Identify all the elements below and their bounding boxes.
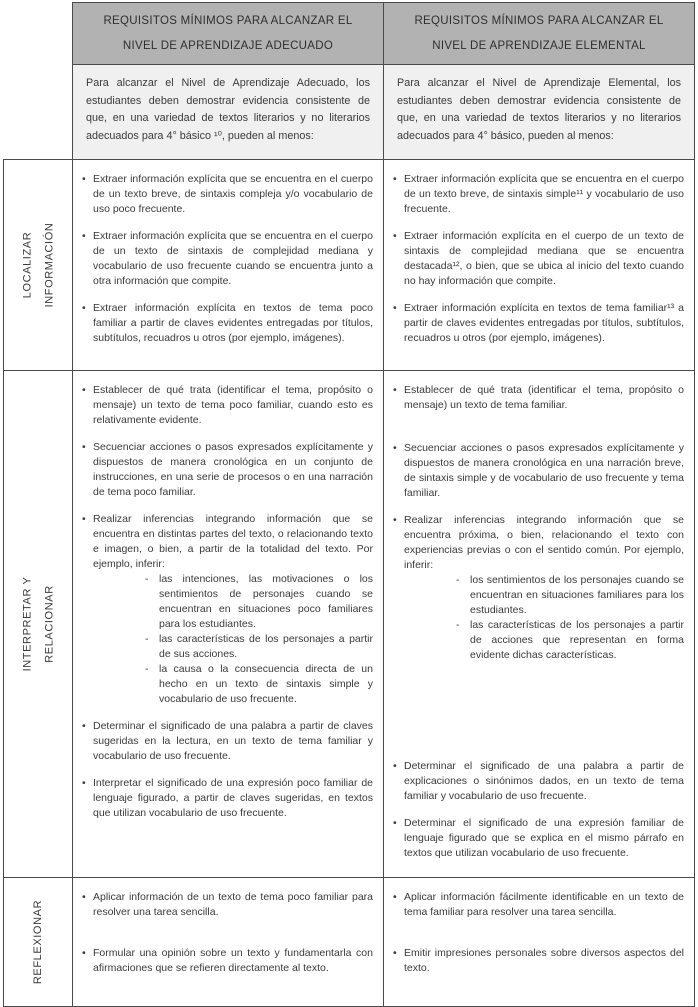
- bullet-marker: •: [82, 384, 86, 396]
- bullet-text: Determinar el significado de una expresión familiar de lenguaje figurado que se explica en el mismo párrafo en textos que utilizan vocabulario de uso frecuente.: [404, 817, 684, 859]
- sub-bullet-item: [145, 662, 373, 707]
- bullet-text: Formular una opinión sobre un texto y fundamentarla con afirmaciones que se refieren directamente al texto.: [93, 947, 373, 974]
- bullet-item: [81, 383, 373, 428]
- bullet-text: Realizar inferencias integrando información que se encuentra en distintas partes del texto, o relacionando texto e imagen, o bien, a partir de la totalidad del texto. Por ejemplo, inferir:: [93, 513, 373, 570]
- bullet-item: [392, 301, 684, 346]
- interpretar-elemental-cell: [383, 371, 695, 878]
- sub-bullet-text: las intenciones, las motivaciones o los sentimientos de personajes cuando se encuentran en situaciones poco familiares para los estudiantes.: [159, 573, 373, 630]
- bullet-item: [81, 172, 373, 217]
- sub-bullet-item: [456, 618, 684, 663]
- header-elemental: [383, 2, 695, 65]
- bullet-marker: •: [393, 442, 397, 454]
- header-elemental-line1: REQUISITOS MÍNIMOS PARA ALCANZAR EL: [414, 15, 664, 27]
- bullet-item: [392, 172, 684, 217]
- table-header-row: [3, 2, 695, 65]
- bullet-marker: •: [82, 230, 86, 242]
- header-corner-cell: [3, 2, 72, 65]
- bullet-item: [81, 229, 373, 289]
- bullet-item: [81, 719, 373, 764]
- section-reflexionar: [3, 878, 695, 1007]
- bullet-item: [81, 301, 373, 346]
- localizar-elemental-cell: [383, 160, 695, 371]
- bullet-marker: •: [82, 891, 86, 903]
- bullet-text: Emitir impresiones personales sobre diversos aspectos del texto.: [404, 947, 684, 974]
- bullet-marker: •: [393, 384, 397, 396]
- intro-corner-cell: [3, 65, 72, 160]
- bullet-marker: •: [393, 173, 397, 185]
- bullet-text: Establecer de qué trata (identificar el tema, propósito o mensaje) un texto de tema familiar.: [404, 384, 684, 411]
- bullet-marker: •: [393, 947, 397, 959]
- requirements-table: [3, 2, 695, 1007]
- row-label-interpretar-y-relacionar: [3, 371, 72, 878]
- header-adecuado-line2: NIVEL DE APRENDIZAJE ADECUADO: [122, 40, 334, 52]
- section-localizar-informacion: [3, 160, 695, 371]
- dash-marker: -: [456, 574, 460, 586]
- header-adecuado: [72, 2, 383, 65]
- bullet-item: [81, 440, 373, 500]
- row-label-reflexionar: [3, 878, 72, 1007]
- bullet-text: Aplicar información de un texto de tema poco familiar para resolver una tarea sencilla.: [93, 891, 373, 918]
- bullet-item: [81, 890, 373, 920]
- bullet-marker: •: [393, 230, 397, 242]
- intro-adecuado: Para alcanzar el Nivel de Aprendizaje Adecuado, los estudiantes deben demostrar evidencia consistente de que, en una variedad de textos literarios y no literarios adecuados para 4° básico ¹⁰, pueden al menos:: [72, 65, 383, 160]
- bullet-item: [392, 441, 684, 501]
- bullet-item: [81, 512, 373, 707]
- bullet-item: [392, 946, 684, 976]
- bullet-item: [392, 513, 684, 663]
- reflexionar-adecuado-cell: [72, 878, 383, 1007]
- bullet-item: [392, 383, 684, 413]
- bullet-marker: •: [82, 947, 86, 959]
- header-adecuado-line1: REQUISITOS MÍNIMOS PARA ALCANZAR EL: [103, 15, 353, 27]
- bullet-text: Secuenciar acciones o pasos expresados explícitamente y dispuestos de manera cronológica en un conjunto de instrucciones, en una serie de procesos o en una narración de tema poco familiar.: [93, 441, 373, 498]
- bullet-text: Extraer información explícita que se encuentra en el cuerpo de un texto breve, de sintaxis compleja y/o vocabulario de uso poco frecuente.: [93, 173, 373, 215]
- bullet-text: Extraer información explícita que se encuentra en el cuerpo de un texto de sintaxis de complejidad mediana y vocabulario de uso frecuente cuando se encuentra junto a otra información que compite.: [93, 230, 373, 287]
- reflexionar-elemental-cell: [383, 878, 695, 1007]
- bullet-text: Determinar el significado de una palabra a partir de claves sugeridas en la lectura, en un texto de tema familiar y vocabulario de uso frecuente.: [93, 720, 373, 762]
- bullet-marker: •: [393, 302, 397, 314]
- bullet-text: Realizar inferencias integrando información que se encuentra próxima, o bien, relacionando el texto con experiencias previas o con el sentido común. Por ejemplo, inferir:: [404, 514, 684, 571]
- intro-elemental: Para alcanzar el Nivel de Aprendizaje Elemental, los estudiantes deben demostrar evidencia consistente de que, en una variedad de textos literarios y no literarios adecuados para 4° básico, pueden al menos:: [383, 65, 695, 160]
- sub-bullet-text: los sentimientos de los personajes cuando se encuentran en situaciones familiares para los estudiantes.: [470, 574, 684, 616]
- bullet-text: Extraer información explícita en el cuerpo de un texto de sintaxis de complejidad mediana que se encuentra destacada¹², o bien, que se ubica al inicio del texto cuando no hay información que compite.: [404, 230, 684, 287]
- bullet-text-with-subitems: [404, 513, 684, 663]
- bullet-text-with-subitems: [93, 512, 373, 707]
- bullet-text: Aplicar información fácilmente identificable en un texto de tema familiar para resolver una tarea sencilla.: [404, 891, 684, 918]
- localizar-adecuado-cell: [72, 160, 383, 371]
- bullet-text: Establecer de qué trata (identificar el tema, propósito o mensaje) un texto de tema poco familiar, cuando esto es relativamente evidente.: [93, 384, 373, 426]
- bullet-text: Extraer información explícita en textos de tema poco familiar a partir de claves evidentes entregadas por títulos, subtítulos, recuadros u otros (por ejemplo, imágenes).: [93, 302, 373, 344]
- bullet-item: [392, 816, 684, 861]
- bullet-marker: •: [393, 891, 397, 903]
- bullet-marker: •: [82, 441, 86, 453]
- sub-bullet-text: las características de los personajes a partir de sus acciones.: [159, 633, 373, 660]
- dash-marker: -: [456, 619, 460, 631]
- bullet-item: [81, 946, 373, 976]
- bullet-marker: •: [82, 302, 86, 314]
- dash-marker: -: [145, 633, 149, 645]
- bullet-marker: •: [82, 513, 86, 525]
- row-label-localizar-informacion: [3, 160, 72, 371]
- section-interpretar-y-relacionar: [3, 371, 695, 878]
- bullet-item: [392, 890, 684, 920]
- sub-bullet-item: [145, 632, 373, 662]
- bullet-marker: •: [393, 817, 397, 829]
- bullet-text: Extraer información explícita que se encuentra en el cuerpo de un texto breve, de sintaxis simple¹¹ y vocabulario de uso frecuente.: [404, 173, 684, 215]
- row-label-text: INTERPRETAR Y RELACIONAR: [21, 576, 56, 672]
- bullet-item: [392, 229, 684, 289]
- sub-bullet-item: [145, 572, 373, 632]
- bullet-text: Determinar el significado de una palabra a partir de explicaciones o sinónimos dados, en un texto de tema familiar y vocabulario de uso frecuente.: [404, 760, 684, 802]
- bullet-marker: •: [393, 514, 397, 526]
- sub-bullet-text: la causa o la consecuencia directa de un hecho en un texto de sintaxis simple y vocabulario de uso frecuente.: [159, 663, 373, 705]
- bullet-marker: •: [82, 777, 86, 789]
- bullet-marker: •: [82, 173, 86, 185]
- dash-marker: -: [145, 663, 149, 675]
- bullet-text: Interpretar el significado de una expresión poco familiar de lenguaje figurado, a partir de claves sugeridas, en textos que utilizan vocabulario de uso frecuente.: [93, 777, 373, 819]
- bullet-item: [81, 776, 373, 821]
- bullet-marker: •: [82, 720, 86, 732]
- interpretar-adecuado-cell: [72, 371, 383, 878]
- dash-marker: -: [145, 573, 149, 585]
- intro-row: [3, 65, 695, 160]
- row-label-text: LOCALIZAR INFORMACIÓN: [21, 222, 56, 308]
- header-elemental-line2: NIVEL DE APRENDIZAJE ELEMENTAL: [432, 40, 646, 52]
- bullet-marker: •: [393, 760, 397, 772]
- sub-bullet-text: las características de los personajes a partir de acciones que representan en forma evidente dichas características.: [470, 619, 684, 661]
- bullet-item: [392, 759, 684, 804]
- sub-bullet-item: [456, 573, 684, 618]
- row-label-text: REFLEXIONAR: [32, 899, 45, 985]
- bullet-text: Extraer información explícita en textos de tema familiar¹³ a partir de claves evidentes entregadas por títulos, subtítulos, recuadros u otros (por ejemplo, imágenes).: [404, 302, 684, 344]
- bullet-text: Secuenciar acciones o pasos expresados explícitamente y dispuestos de manera cronológica en una narración breve, de sintaxis simple y de vocabulario de uso frecuente y tema familiar.: [404, 442, 684, 499]
